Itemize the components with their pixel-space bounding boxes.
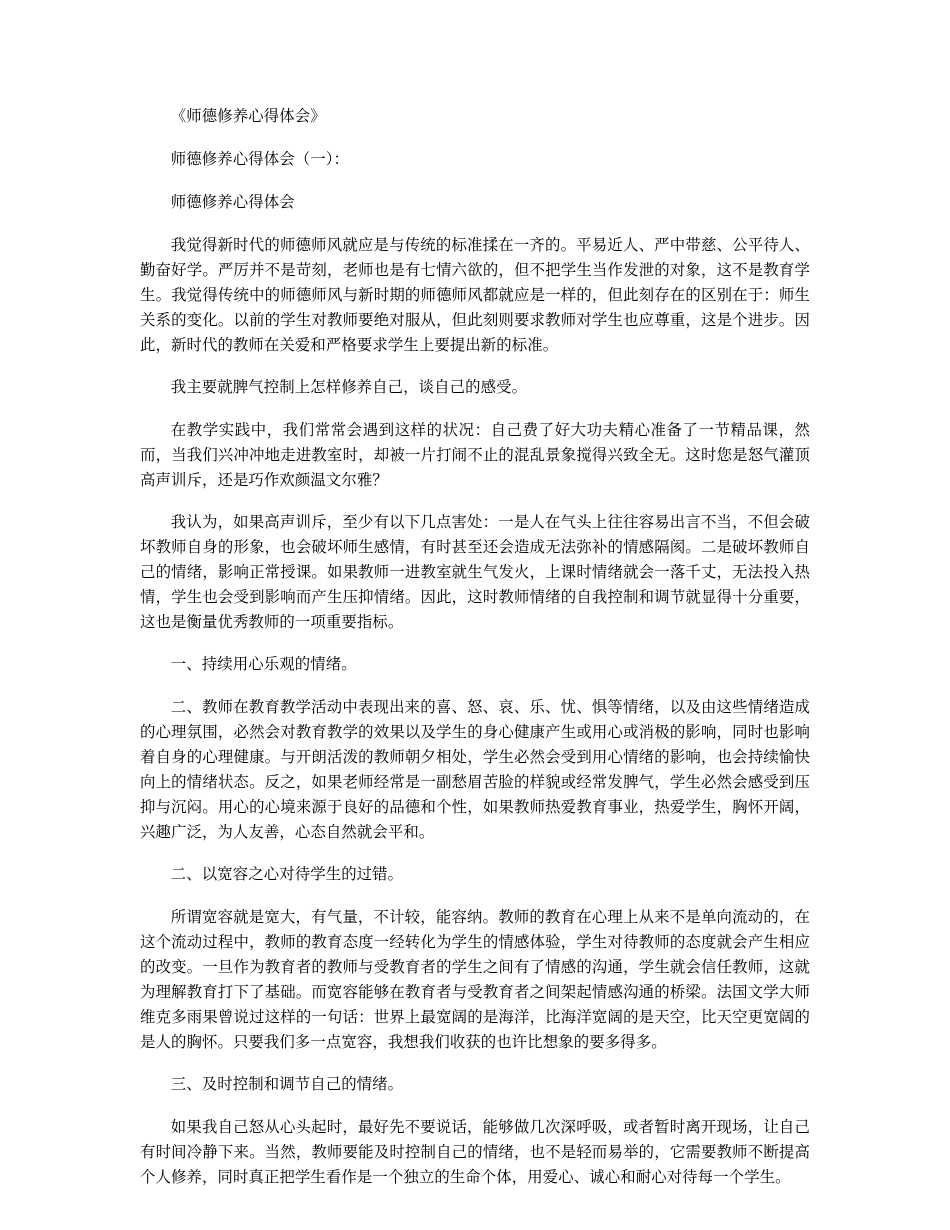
document-title: 《师德修养心得体会》	[170, 107, 326, 125]
point-heading: 二、以宽容之心对待学生的过错。	[170, 865, 404, 883]
body-paragraph: 所谓宽容就是宽大，有气量，不计较，能容纳。教师的教育在心理上从来不是单向流动的，在这个流动过程中，教师的教育态度一经转化为学生的情感体验，学生对待教师的态度就会产生相应的改变。一旦作为教育者的教师与受教育者的学生之间有了情感的沟通，学生就会信任教师，这就为理解教育打下了基础。而宽容能够在教育者与受教育者之间架起情感沟通的桥梁。法国文学大师维克多雨果曾说过这样的一句话：世界上最宽阔的是海洋，比海洋宽阔的是天空，比天空更宽阔的是人的胸怀。只要我们多一点宽容，我想我们收获的也许比想象的要多得多。	[140, 908, 810, 1051]
point-heading: 一、持续用心乐观的情绪。	[170, 655, 357, 673]
body-paragraph: 我觉得新时代的师德师风就应是与传统的标准揉在一齐的。平易近人、严中带慈、公平待人、勤奋好学。严厉并不是苛刻，老师也是有七情六欲的，但不把学生当作发泄的对象，这不是教育学生。我觉得传统中的师德师风与新时期的师德师风都就应是一样的，但此刻存在的区别在于：师生关系的变化。以前的学生对教师要绝对服从，但此刻则要求教师对学生也应尊重，这是个进步。因此，新时代的教师在关爱和严格要求学生上要提出新的标准。	[140, 236, 810, 354]
subsection-heading: 师德修养心得体会	[170, 193, 295, 211]
body-paragraph: 我认为，如果高声训斥，至少有以下几点害处：一是人在气头上往往容易出言不当，不但会破坏教师自身的形象，也会破坏师生感情，有时甚至还会造成无法弥补的情感隔阂。二是破坏教师自己的情绪，影响正常授课。如果教师一进教室就生气发火，上课时情绪就会一落千丈，无法投入热情，学生也会受到影响而产生压抑情绪。因此，这时教师情绪的自我控制和调节就显得十分重要，这也是衡量优秀教师的一项重要指标。	[140, 513, 810, 631]
point-heading: 三、及时控制和调节自己的情绪。	[170, 1075, 404, 1093]
body-paragraph: 在教学实践中，我们常常会遇到这样的状况：自己费了好大功夫精心准备了一节精品课，然而，当我们兴冲冲地走进教室时，却被一片打闹不止的混乱景象搅得兴致全无。这时您是怒气灌顶高声训斥，还是巧作欢颜温文尔雅？	[140, 421, 810, 489]
body-paragraph: 我主要就脾气控制上怎样修养自己，谈自己的感受。	[170, 378, 528, 396]
document-page	[140, 104, 810, 1207]
body-paragraph: 如果我自己怒从心头起时，最好先不要说话，能够做几次深呼吸，或者暂时离开现场，让自己有时间冷静下来。当然，教师要能及时控制自己的情绪，也不是轻而易举的，它需要教师不断提高个人修养，同时真正把学生看作是一个独立的生命个体，用爱心、诚心和耐心对待每一个学生。	[140, 1118, 810, 1186]
section-heading: 师德修养心得体会（一）：	[170, 150, 349, 168]
body-paragraph: 二、教师在教育教学活动中表现出来的喜、怒、哀、乐、忧、惧等情绪，以及由这些情绪造成的心理氛围，必然会对教育教学的效果以及学生的身心健康产生或用心或消极的影响，同时也影响着自身的心理健康。与开朗活泼的教师朝夕相处，学生必然会受到用心情绪的影响，也会持续愉快向上的情绪状态。反之，如果老师经常是一副愁眉苦脸的样貌或经常发脾气，学生必然会感受到压抑与沉闷。用心的心境来源于良好的品德和个性，如果教师热爱教育事业，热爱学生，胸怀开阔，兴趣广泛，为人友善，心态自然就会平和。	[140, 698, 810, 841]
